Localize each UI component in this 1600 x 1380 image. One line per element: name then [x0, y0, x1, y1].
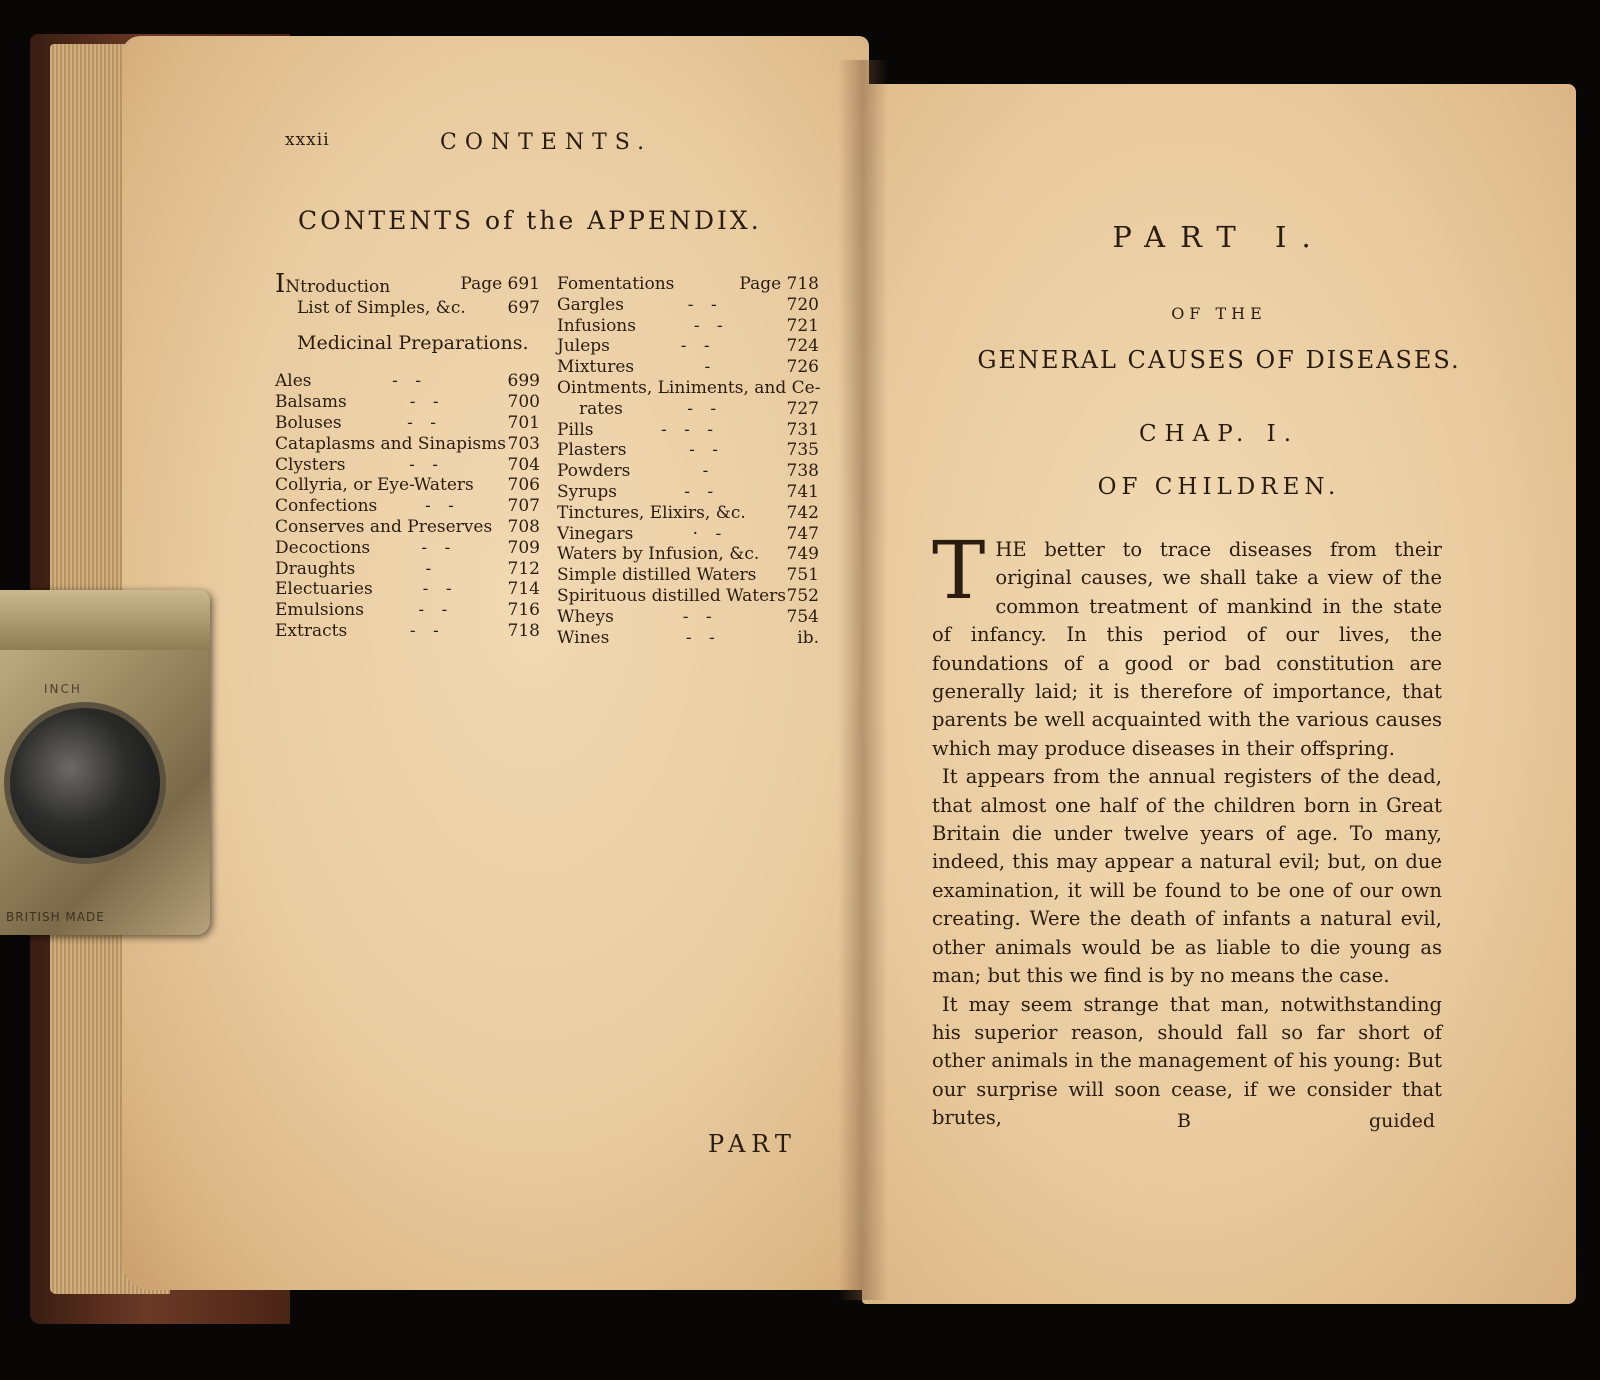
toc-label: Emulsions — [275, 600, 364, 621]
signature-mark: B — [1177, 1110, 1191, 1132]
toc-page: 747 — [786, 523, 819, 544]
toc-page: 742 — [786, 502, 819, 523]
toc-row: Clysters - - 704 — [275, 454, 540, 475]
toc-row — [275, 475, 540, 496]
toc-page: 699 — [507, 371, 540, 392]
toc-label: rates — [579, 398, 623, 419]
toc-row: Powders - 738 — [557, 461, 819, 482]
toc-page: 701 — [507, 412, 540, 433]
toc-row: Syrups - - 741 — [557, 481, 819, 502]
toc-page: 741 — [786, 481, 819, 502]
toc-label: Extracts — [275, 620, 348, 641]
toc-column-1 — [275, 269, 540, 642]
toc-page: 704 — [507, 454, 540, 475]
loupe-brand: BRITISH MADE — [6, 910, 105, 924]
toc-label: Fomentations — [557, 274, 675, 294]
of-the-label: OF THE — [1171, 304, 1267, 323]
toc-label: Plasters — [557, 440, 627, 461]
catchword-left: PART — [708, 1130, 797, 1158]
chapter-number: CHAP. I. — [1138, 421, 1300, 447]
toc-label: Tinctures, Elixirs, &c. — [557, 502, 746, 523]
toc-dropcap: I — [275, 269, 286, 299]
toc-page: 752 — [786, 585, 819, 606]
toc-label: Mixtures — [557, 357, 635, 378]
toc-label: Syrups — [557, 481, 617, 502]
toc-label: Wheys — [557, 606, 614, 627]
toc-row — [275, 434, 540, 455]
toc-row: Wheys - - 754 — [557, 606, 819, 627]
toc-page: 697 — [507, 297, 540, 318]
toc-label: Vinegars — [557, 523, 634, 544]
toc-row: Plasters - - 735 — [557, 440, 819, 461]
toc-label: Clysters — [275, 454, 346, 475]
toc-row — [557, 565, 819, 586]
toc-row: Vinegars · - 747 — [557, 523, 819, 544]
toc-page: 731 — [786, 419, 819, 440]
right-page — [862, 84, 1576, 1304]
toc-label: Conserves and Preserves — [275, 516, 493, 537]
toc-page: 749 — [786, 544, 819, 565]
toc-label: Infusions — [557, 315, 636, 336]
toc-subhead: Medicinal Preparations. — [297, 331, 529, 354]
toc-list-col1 — [275, 371, 540, 641]
toc-page: 714 — [507, 579, 540, 600]
toc-row — [275, 517, 540, 538]
toc-row: Draughts - 712 — [275, 558, 540, 579]
toc-row: Balsams - - 700 — [275, 392, 540, 413]
toc-row: Electuaries - - 714 — [275, 579, 540, 600]
toc-label: Decoctions — [275, 537, 371, 558]
loupe-hinge — [0, 590, 210, 650]
running-head-title: CONTENTS. — [440, 130, 653, 155]
toc-row: Ales - - 699 — [275, 371, 540, 392]
toc-page: 721 — [786, 315, 819, 336]
toc-page: 718 — [507, 620, 540, 641]
toc-page: Page 718 — [739, 274, 819, 294]
toc-label: Balsams — [275, 392, 347, 413]
toc-row: Boluses - - 701 — [275, 412, 540, 433]
toc-label: Gargles — [557, 294, 624, 315]
toc-row — [275, 298, 540, 319]
part-heading: PART I. — [1112, 220, 1326, 254]
book-gutter — [838, 60, 888, 1300]
toc-row — [557, 274, 819, 295]
toc-page: 726 — [786, 357, 819, 378]
toc-page: 751 — [786, 565, 819, 586]
paragraph-2: It appears from the annual registers of the dead, that almost one half of the children born in Great Britain die under twelve years of age. To many, indeed, this may appear a natural evil; but, on due examination, it will be found to be one of our own creating. Were the death of infants a natural evil, other animals would be as liable to die young as man; but this we find is by no means the case. — [932, 765, 1442, 988]
magnifier-loupe — [0, 590, 210, 935]
drop-cap: T — [932, 524, 986, 617]
appendix-title: CONTENTS of the APPENDIX. — [298, 206, 762, 235]
chapter-title: OF CHILDREN. — [1097, 474, 1341, 500]
toc-row: Infusions - - 721 — [557, 315, 819, 336]
toc-label: Draughts — [275, 558, 356, 579]
toc-row — [557, 378, 819, 399]
toc-label: Pills — [557, 419, 594, 440]
toc-page: Page 691 — [460, 274, 540, 294]
toc-label: Juleps — [557, 336, 610, 357]
toc-label: Waters by Infusion, &c. — [557, 544, 760, 565]
toc-page: 709 — [507, 537, 540, 558]
paragraph-1 — [932, 524, 1442, 763]
toc-label: Spirituous distilled Waters — [557, 585, 787, 606]
toc-page: 720 — [786, 294, 819, 315]
toc-row — [275, 269, 540, 299]
toc-row: Extracts - - 718 — [275, 620, 540, 641]
toc-page: 738 — [786, 461, 819, 482]
toc-row: Decoctions - - 709 — [275, 537, 540, 558]
toc-label: Ointments, Liniments, and Ce- — [557, 377, 821, 398]
toc-label: Boluses — [275, 412, 342, 433]
paragraph-3: It may seem strange that man, notwithstanding his superior reason, should fall so far short of other animals in the management of his young: But our surprise will soon cease, if we consider that brutes, — [932, 992, 1442, 1130]
toc-page: 735 — [786, 440, 819, 461]
toc-row: Pills - - - 731 — [557, 419, 819, 440]
toc-row: Emulsions - - 716 — [275, 600, 540, 621]
toc-row — [557, 544, 819, 565]
catchword-right: guided — [1369, 1110, 1436, 1132]
toc-label: Cataplasms and Sinapisms — [275, 433, 506, 454]
toc-label: Confections — [275, 496, 378, 517]
left-page — [122, 36, 869, 1290]
toc-label: List of Simples, &c. — [297, 297, 466, 318]
toc-page: 727 — [786, 398, 819, 419]
page-number: xxxii — [285, 130, 330, 150]
toc-row: Juleps - - 724 — [557, 336, 819, 357]
toc-row: Wines - - ib. — [557, 627, 819, 648]
toc-row — [557, 503, 819, 524]
paragraph-1-text: HE better to trace diseases from their original causes, we shall take a view of the common treatment of mankind in the state of infancy. In this period of our lives, the foundations of a good or bad constitution are generally laid; it is therefore of importance, that parents be well acquainted with the various causes which may produce diseases in their offspring. — [932, 538, 1442, 760]
toc-page: 706 — [507, 475, 540, 496]
toc-label: Wines — [557, 627, 610, 648]
section-heading: GENERAL CAUSES OF DISEASES. — [977, 346, 1461, 374]
toc-page: 700 — [507, 392, 540, 413]
toc-page: ib. — [797, 627, 819, 648]
toc-row: rates - - 727 — [579, 398, 819, 419]
toc-page: 712 — [507, 558, 540, 579]
toc-row: Gargles - - 720 — [557, 294, 819, 315]
toc-page: 707 — [507, 496, 540, 517]
toc-page: 724 — [786, 336, 819, 357]
toc-row: Confections - - 707 — [275, 496, 540, 517]
toc-label: Electuaries — [275, 579, 373, 600]
toc-row — [557, 586, 819, 607]
toc-row: Mixtures - 726 — [557, 357, 819, 378]
toc-column-2 — [557, 274, 819, 648]
toc-page: 703 — [507, 433, 540, 454]
toc-label: Collyria, or Eye-Waters — [275, 475, 474, 496]
toc-page: 754 — [786, 606, 819, 627]
toc-label: Ales — [275, 371, 312, 392]
toc-label: Powders — [557, 461, 631, 482]
toc-page: 716 — [507, 600, 540, 621]
toc-page: 708 — [507, 516, 540, 537]
lens-icon — [4, 702, 166, 864]
toc-label: Ntroduction — [285, 277, 391, 297]
loupe-label: INCH — [44, 682, 82, 696]
body-text — [932, 524, 1442, 1133]
toc-label: Simple distilled Waters — [557, 565, 757, 586]
